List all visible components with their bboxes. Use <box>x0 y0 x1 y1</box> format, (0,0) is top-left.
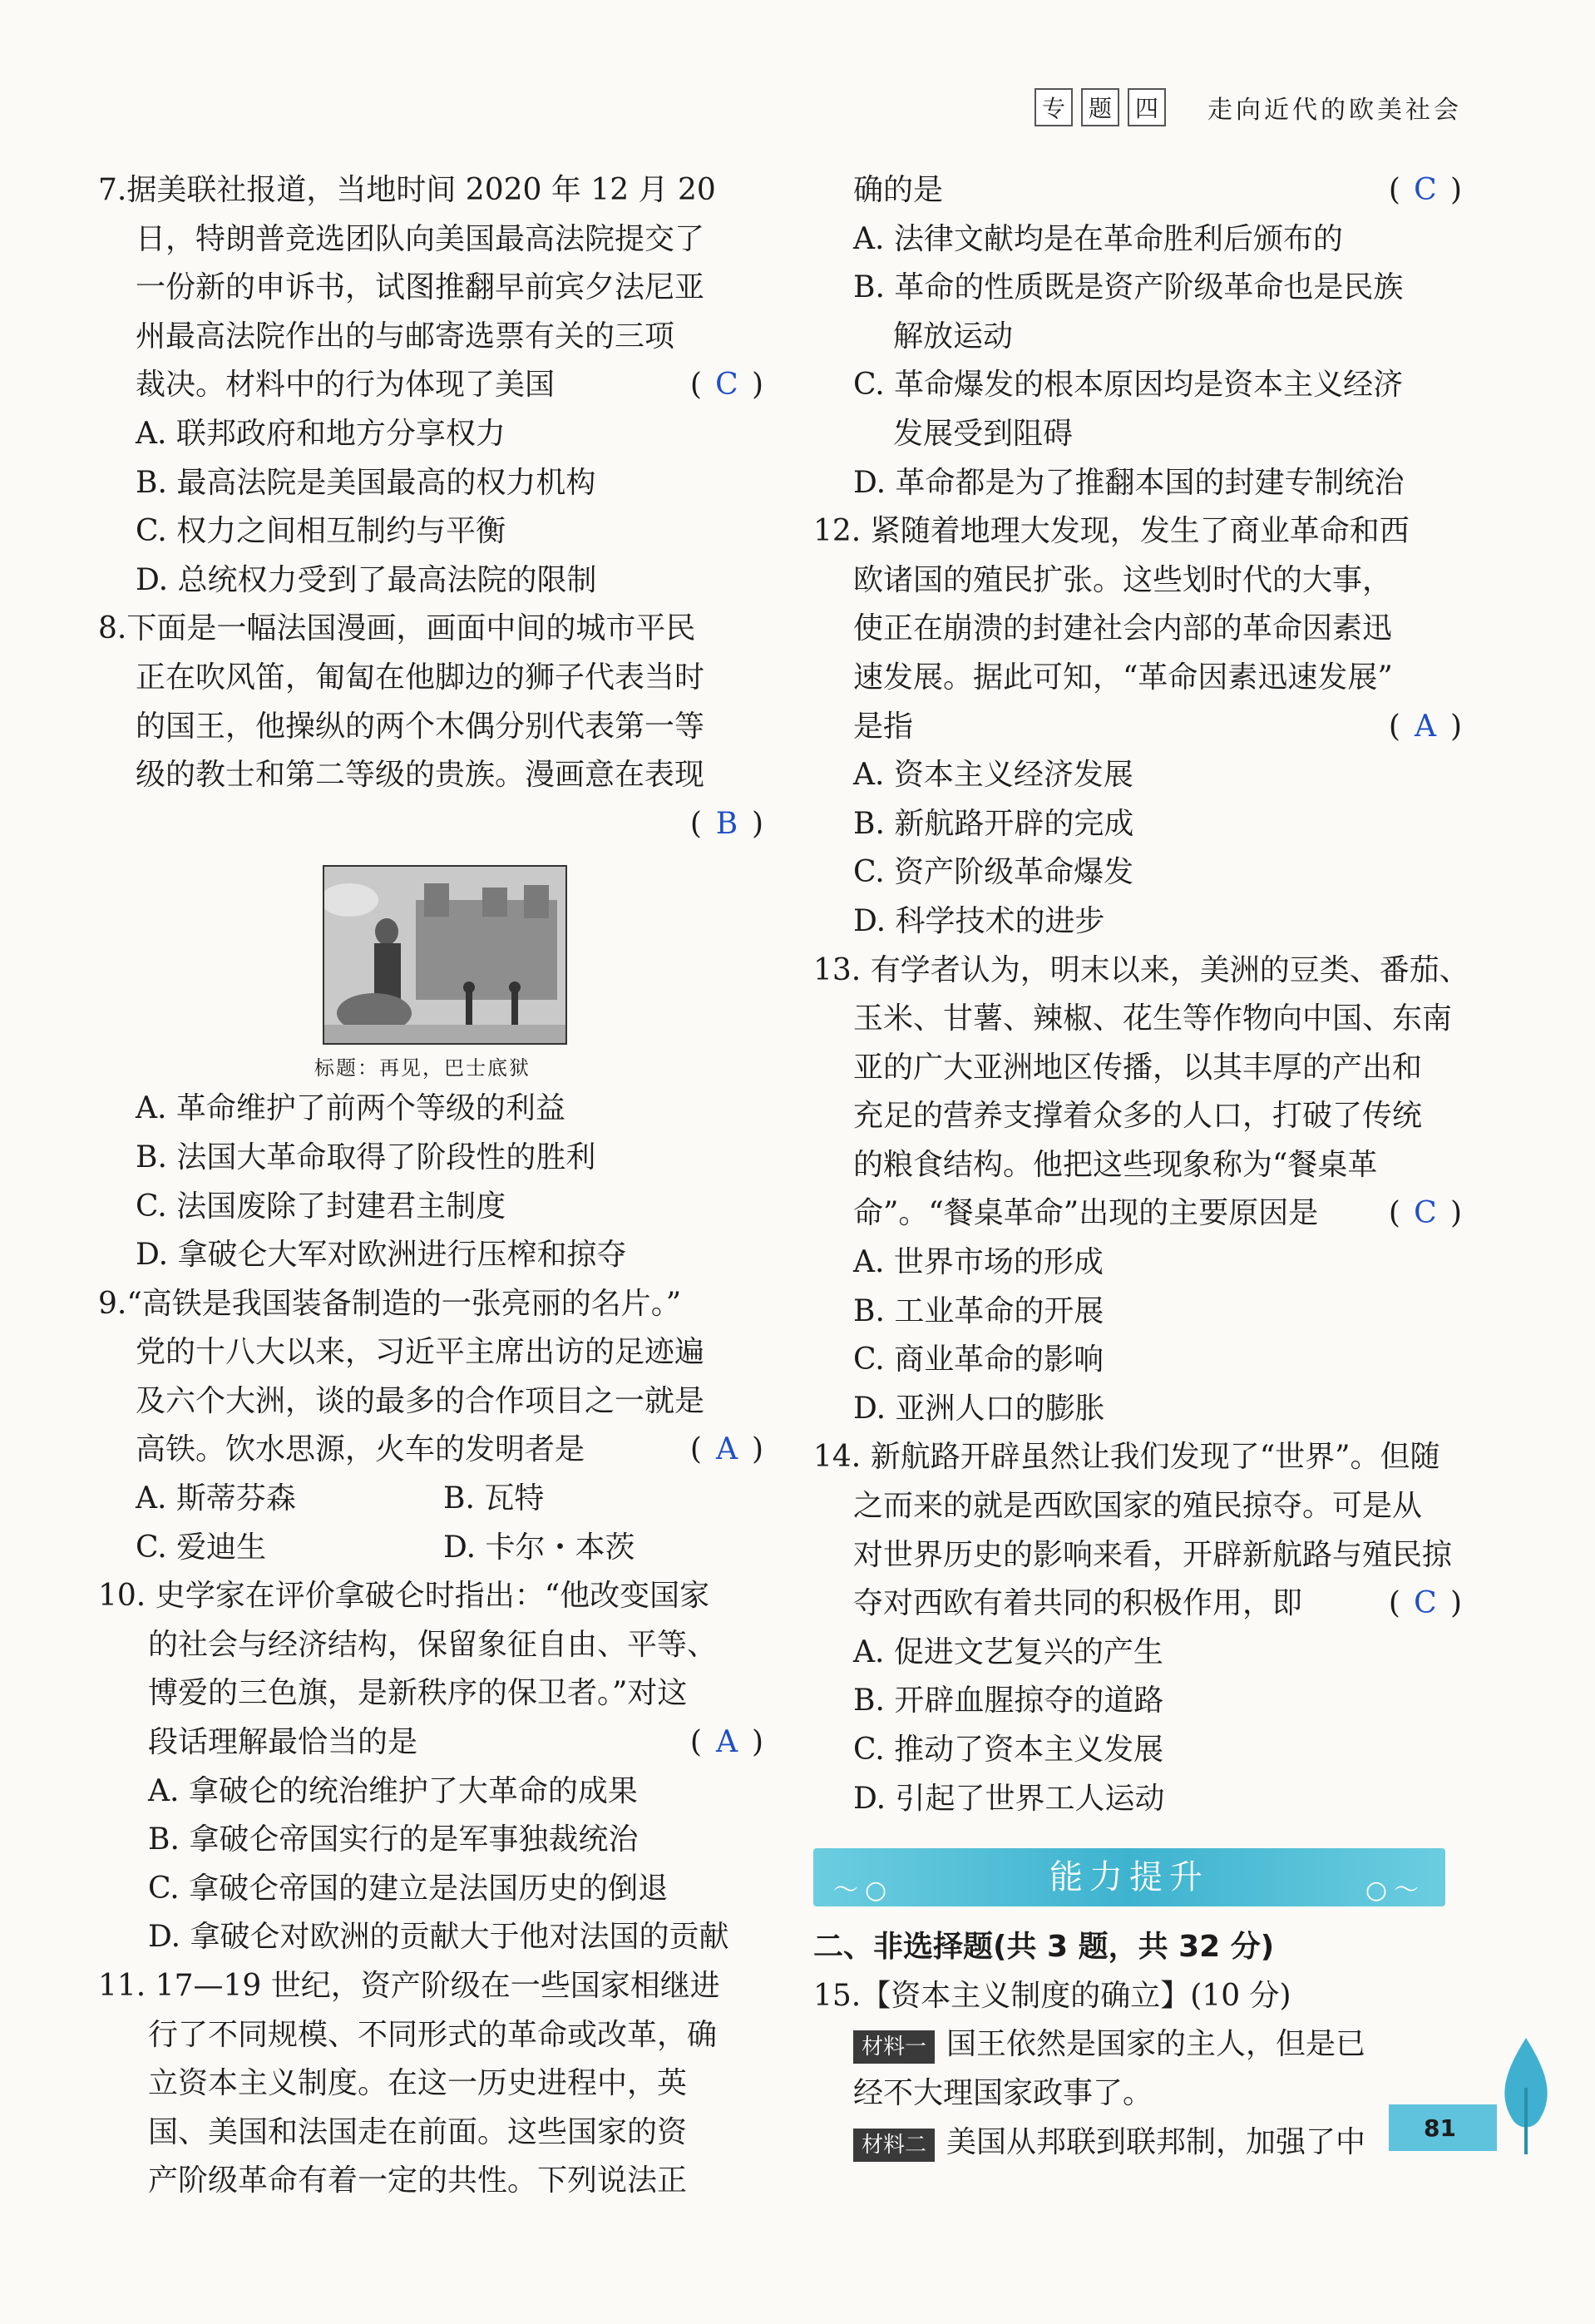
question-text: 充足的营养支撑着众多的人口，打破了传统 <box>853 1099 1423 1134</box>
cartoon-figure <box>314 865 763 1085</box>
question-10 <box>98 1572 763 1962</box>
question-text: 级的教士和第二等级的贵族。漫画意在表现 <box>136 758 705 793</box>
question-text: 国、美国和法国走在前面。这些国家的资 <box>148 2114 688 2149</box>
question-text: 一份新的申诉书，试图推翻早前宾夕法尼亚 <box>136 270 705 305</box>
question-text: 命”。“餐桌革命”出现的主要原因是 ( C ) <box>813 1189 1462 1239</box>
right-column <box>813 166 1469 2167</box>
option: C. 爱迪生 <box>136 1530 267 1565</box>
question-text: 党的十八大以来，习近平主席出访的足迹遍 <box>136 1335 705 1370</box>
answer-letter: C <box>1414 173 1437 207</box>
answer-bracket: ( A ) <box>1389 703 1462 752</box>
question-text: 之而来的就是西欧国家的殖民掠夺。可是从 <box>853 1489 1423 1524</box>
question-text: 7.据美联社报道，当地时间 2020 年 12 月 20 <box>98 173 716 207</box>
question-text: 速发展。据此可知，“革命因素迅速发展” <box>853 660 1393 695</box>
answer-letter: A <box>715 1432 738 1467</box>
question-text: 12. 紧随着地理大发现，发生了商业革命和西 <box>813 514 1410 549</box>
question-text: 的社会与经济结构，保留象征自由、平等、 <box>148 1627 718 1662</box>
material-text: 美国从邦联到联邦制，加强了中 <box>946 2124 1366 2159</box>
option: B. 开辟血腥掠夺的道路 <box>853 1684 1164 1718</box>
question-text: 博爱的三色旗，是新秩序的保卫者。”对这 <box>148 1676 688 1711</box>
answer-letter: C <box>715 368 738 403</box>
question-text: 8.下面是一幅法国漫画，画面中间的城市平民 <box>98 611 696 646</box>
question-text: 夺对西欧有着共同的积极作用，即 ( C ) <box>813 1580 1462 1629</box>
question-text: 州最高法院作出的与邮寄选票有关的三项 <box>136 319 675 354</box>
option: C. 拿破仑帝国的建立是法国历史的倒退 <box>148 1871 669 1906</box>
question-12 <box>813 507 1462 946</box>
question-text: 玉米、甘薯、辣椒、花生等作物向中国、东南 <box>853 1001 1453 1036</box>
option: C. 资产阶级革命爆发 <box>853 855 1134 890</box>
question-text: 欧诸国的殖民扩张。这些划时代的大事， <box>853 562 1393 597</box>
question-text: 13. 有学者认为，明末以来，美洲的豆类、番茄、 <box>813 952 1469 987</box>
question-text: 11. 17—19 世纪，资产阶级在一些国家相继进 <box>98 1969 720 2003</box>
option: D. 亚洲人口的膨胀 <box>853 1391 1105 1426</box>
answer-letter: C <box>1414 1196 1437 1231</box>
material-text: 经不大理国家政事了。 <box>853 2075 1153 2110</box>
cartoon-image <box>323 865 567 1045</box>
answer-letter: B <box>715 806 738 841</box>
header-title: 走向近代的欧美社会 <box>1207 96 1462 125</box>
answer-bracket: ( B ) <box>690 800 763 849</box>
page-number: 81 <box>1389 2104 1497 2151</box>
option: D. 革命都是为了推翻本国的封建专制统治 <box>853 465 1405 500</box>
option: A. 斯蒂芬森 <box>136 1481 296 1516</box>
question-11-continued <box>813 166 1462 507</box>
header-box: 四 <box>1128 88 1166 126</box>
question-text: 的国王，他操纵的两个木偶分别代表第一等 <box>136 709 705 744</box>
question-text: 9.“高铁是我国装备制造的一张亮丽的名片。” <box>98 1286 682 1321</box>
question-text: 确的是 ( C ) <box>813 166 1462 215</box>
question-text: 14. 新航路开辟虽然让我们发现了“世界”。但随 <box>813 1440 1440 1475</box>
option: A. 拿破仑的统治维护了大革命的成果 <box>148 1773 638 1808</box>
option: C. 商业革命的影响 <box>853 1342 1104 1377</box>
material-2 <box>813 2119 1462 2168</box>
question-9 <box>98 1280 763 1573</box>
option: A. 资本主义经济发展 <box>853 758 1133 793</box>
option: A. 促进文艺复兴的产生 <box>853 1634 1163 1669</box>
option: D. 拿破仑大军对欧洲进行压榨和掠夺 <box>136 1238 627 1273</box>
left-column <box>98 166 763 2206</box>
question-7 <box>98 166 763 605</box>
header-box: 专 <box>1035 88 1073 126</box>
answer-line <box>98 800 763 849</box>
question-text: 立资本主义制度。在这一历史进程中，英 <box>148 2066 688 2101</box>
option: A. 法律文献均是在革命胜利后颁布的 <box>853 221 1343 256</box>
wave-left-icon: ～○ <box>833 1876 894 1906</box>
figure-caption: 标题：再见，巴士底狱 <box>314 1056 531 1080</box>
option: D. 拿破仑对欧洲的贡献大于他对法国的贡献 <box>148 1920 729 1955</box>
option: B. 瓦特 <box>443 1481 545 1516</box>
option-continued: 发展受到阻碍 <box>893 416 1074 451</box>
option-row <box>98 1524 763 1573</box>
material-tag: 材料二 <box>853 2129 935 2162</box>
option: A. 革命维护了前两个等级的利益 <box>136 1091 565 1126</box>
question-text: 亚的广大亚洲地区传播，以其丰厚的产出和 <box>853 1050 1423 1085</box>
material-1 <box>813 2020 1462 2069</box>
option: C. 权力之间相互制约与平衡 <box>136 514 506 549</box>
question-15 <box>813 1972 1462 2167</box>
question-11 <box>98 1962 763 2206</box>
option: B. 工业革命的开展 <box>853 1293 1104 1328</box>
option: C. 法国废除了封建君主制度 <box>136 1189 506 1224</box>
answer-bracket: ( C ) <box>1389 1189 1462 1239</box>
banner-title: 能力提升 <box>1049 1857 1209 1896</box>
option: B. 法国大革命取得了阶段性的胜利 <box>136 1140 596 1174</box>
question-text: 正在吹风笛，匍匐在他脚边的狮子代表当时 <box>136 660 705 695</box>
question-text: 裁决。材料中的行为体现了美国 ( C ) <box>98 361 763 410</box>
section-heading: 二、非选择题(共 3 题，共 32 分) <box>813 1930 1275 1965</box>
option: D. 引起了世界工人运动 <box>853 1781 1165 1816</box>
question-14 <box>813 1433 1462 1823</box>
question-text: 使正在崩溃的封建社会内部的革命因素迅 <box>853 611 1393 646</box>
question-text: 段话理解最恰当的是 ( A ) <box>98 1718 763 1768</box>
question-text: 的粮食结构。他把这些现象称为“餐桌革 <box>853 1147 1378 1182</box>
option: A. 世界市场的形成 <box>853 1245 1104 1280</box>
option: B. 拿破仑帝国实行的是军事独裁统治 <box>148 1822 639 1857</box>
question-title: 15.【资本主义制度的确立】(10 分) <box>813 1978 1291 2013</box>
option: B. 最高法院是美国最高的权力机构 <box>136 465 596 500</box>
answer-bracket: ( A ) <box>690 1426 763 1475</box>
option: B. 新航路开辟的完成 <box>853 806 1134 841</box>
option-continued: 解放运动 <box>893 319 1014 354</box>
wave-right-icon: ○～ <box>1365 1876 1425 1906</box>
question-text: 及六个大洲，谈的最多的合作项目之一就是 <box>136 1383 705 1418</box>
answer-letter: A <box>715 1725 738 1760</box>
question-text: 是指 ( A ) <box>813 703 1462 752</box>
question-text: 高铁。饮水思源，火车的发明者是 ( A ) <box>98 1426 763 1475</box>
section-banner <box>813 1848 1445 1906</box>
material-tag: 材料一 <box>853 2030 935 2064</box>
question-text: 产阶级革命有着一定的共性。下列说法正 <box>148 2163 688 2198</box>
answer-bracket: ( A ) <box>690 1718 763 1768</box>
question-text: 对世界历史的影响来看，开辟新航路与殖民掠 <box>853 1537 1453 1572</box>
question-text: 行了不同规模、不同形式的革命或改革，确 <box>148 2017 718 2052</box>
question-8 <box>98 605 763 1279</box>
option: D. 卡尔・本茨 <box>443 1530 635 1565</box>
answer-letter: A <box>1414 709 1436 744</box>
answer-bracket: ( C ) <box>1389 1580 1462 1629</box>
option: A. 联邦政府和地方分享权力 <box>136 416 506 451</box>
answer-letter: C <box>1414 1586 1437 1621</box>
header-box: 题 <box>1081 88 1119 126</box>
leaf-icon <box>1497 2038 1555 2154</box>
material-text: 国王依然是国家的主人，但是已 <box>946 2027 1366 2062</box>
option: B. 革命的性质既是资产阶级革命也是民族 <box>853 270 1404 305</box>
option: C. 革命爆发的根本原因均是资本主义经济 <box>853 368 1404 403</box>
question-text: 日，特朗普竞选团队向美国最高法院提交了 <box>136 221 705 256</box>
option-row <box>98 1475 763 1524</box>
question-13 <box>813 947 1469 1434</box>
page-header <box>1035 88 1462 126</box>
question-text: 10. 史学家在评价拿破仑时指出：“他改变国家 <box>98 1579 710 1614</box>
option: C. 推动了资本主义发展 <box>853 1733 1164 1767</box>
option: D. 科学技术的进步 <box>853 903 1105 938</box>
option: D. 总统权力受到了最高法院的限制 <box>136 562 597 597</box>
answer-bracket: ( C ) <box>690 361 763 410</box>
answer-bracket: ( C ) <box>1389 166 1462 215</box>
